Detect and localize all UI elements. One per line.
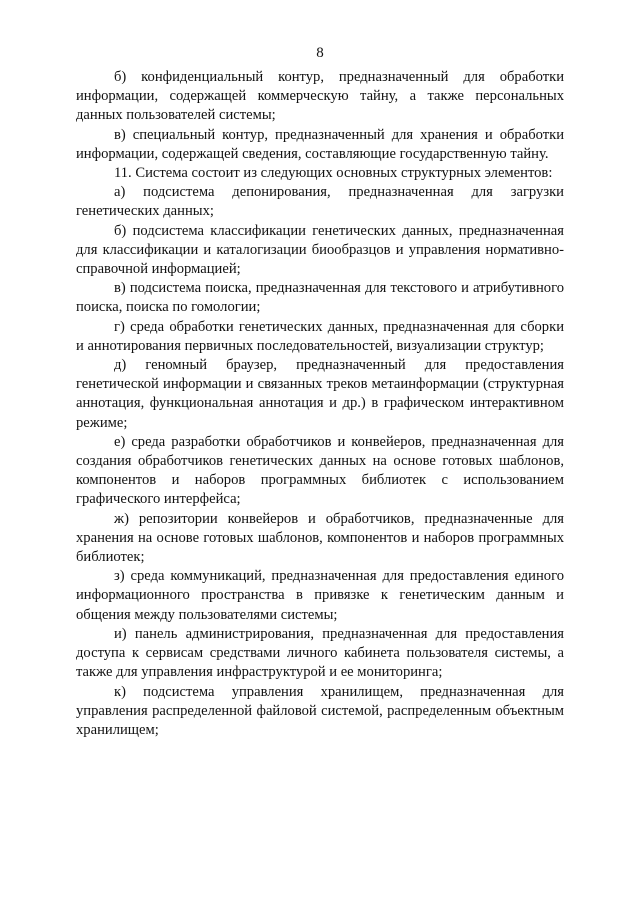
paragraph-communication-environment: з) среда коммуникаций, предназначенная для предоставления единого информационного пространства в привязке к генетическим данным и общения между пользователями системы;: [76, 568, 564, 623]
paragraph-admin-panel: и) панель администрирования, предназначенная для предоставления доступа к сервисам средствами личного кабинета пользователя системы, а также для управления инфраструктурой и ее мониторинга;: [76, 625, 564, 681]
paragraph-special-contour: в) специальный контур, предназначенный для хранения и обработки информации, содержащей сведения, составляющие государственную тайну.: [76, 126, 564, 162]
document-body: [76, 68, 564, 740]
paragraph-storage-subsystem: к) подсистема управления хранилищем, предназначенная для управления распределенной файловой системой, распределенным объектным хранилищем;: [76, 683, 564, 738]
paragraph-development-environment: е) среда разработки обработчиков и конвейеров, предназначенная для создания обработчиков генетических данных на основе готовых шаблонов, компонентов и наборов программных библиотек с использованием графического интерфейса;: [76, 433, 564, 508]
paragraph-clause-11: 11. Система состоит из следующих основных структурных элементов:: [114, 165, 553, 182]
paragraph-deposit-subsystem: а) подсистема депонирования, предназначенная для загрузки генетических данных;: [76, 184, 564, 220]
paragraph-classification-subsystem: б) подсистема классификации генетических данных, предназначенная для классификации и каталогизации биообразцов и управления нормативно-справочной информацией;: [76, 222, 564, 278]
page-number: 8: [316, 45, 324, 61]
paragraph-pipeline-repositories: ж) репозитории конвейеров и обработчиков, предназначенные для хранения на основе готовых шаблонов, компонентов и наборов программных библиотек;: [76, 510, 564, 566]
paragraph-processing-environment: г) среда обработки генетических данных, предназначенная для сборки и аннотирования первичных последовательностей, визуализации структур;: [76, 318, 564, 354]
paragraph-search-subsystem: в) подсистема поиска, предназначенная для текстового и атрибутивного поиска, поиска по гомологии;: [76, 280, 564, 316]
paragraph-genome-browser: д) геномный браузер, предназначенный для предоставления генетической информации и связанных треков метаинформации (структурная аннотация, функциональная аннотация и др.) в графическом интерактивном режиме;: [76, 357, 564, 431]
paragraph-confidential-contour: б) конфиденциальный контур, предназначенный для обработки информации, содержащей коммерческую тайну, а также персональных данных пользователей системы;: [76, 69, 564, 124]
